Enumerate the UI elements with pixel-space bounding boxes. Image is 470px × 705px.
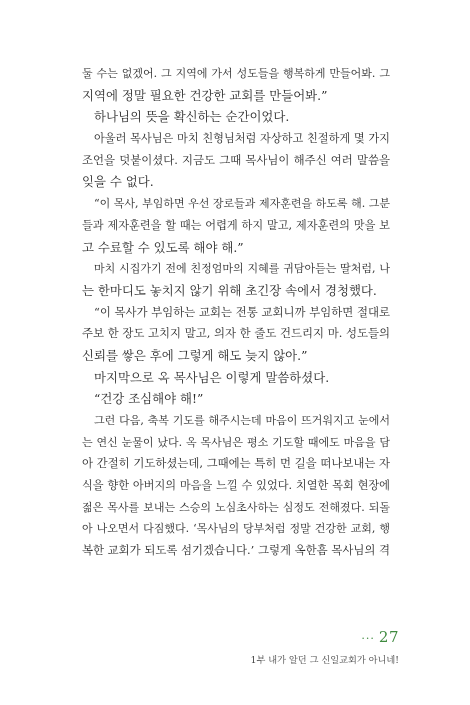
text-line: 지역에 정말 필요한 건강한 교회를 만들어봐.” — [82, 87, 328, 103]
text-line: 둘 수는 없겠어. 그 지역에 가서 성도들을 행복하게 만들어봐. 그 — [82, 67, 390, 80]
text-line: 마지막으로 옥 목사님은 이렇게 말씀하셨다. — [94, 369, 330, 385]
text-line: 아 나오면서 다짐했다. ‘목사님의 당부처럼 정말 건강한 교회, 행 — [82, 522, 390, 536]
page-number-dots: ··· — [361, 632, 375, 645]
text-line: 젊은 목사를 보내는 스승의 노심초사하는 심정도 전해졌다. 되돌 — [82, 500, 390, 514]
text-line: 신뢰를 쌓은 후에 그렇게 해도 늦지 않아.” — [82, 347, 308, 363]
text-line: “이 목사가 부임하는 교회는 전통 교회니까 부임하면 절대로 — [94, 304, 390, 319]
text-line: “건강 조심해야 해!” — [94, 391, 204, 407]
page-number-value: 27 — [378, 628, 399, 646]
text-line: 들과 제자훈련을 할 때는 어렵게 하지 말고, 제자훈련의 맛을 보 — [82, 218, 390, 232]
text-line: 고 수료할 수 있도록 해야 해.” — [82, 239, 244, 255]
running-header: 1부 내가 알던 그 신일교회가 아니네! — [250, 655, 399, 666]
text-line: 복한 교회가 되도록 섬기겠습니다.’ 그렇게 옥한흠 목사님의 격 — [82, 543, 390, 558]
text-line: 하나님의 뜻을 확신하는 순간이었다. — [94, 109, 290, 125]
text-line: 식을 향한 아버지의 마음을 느낄 수 있었다. 치열한 목회 현장에 — [82, 479, 390, 493]
text-line: 조언을 덧붙이셨다. 지금도 그때 목사님이 해주신 여러 말씀을 — [82, 152, 390, 167]
text-line: 아 간절히 기도하셨는데, 그때에는 특히 먼 길을 떠나보내는 자 — [82, 456, 390, 471]
text-line: 그런 다음, 축복 기도를 해주시는데 마음이 뜨거워지고 눈에서 — [94, 414, 390, 427]
text-line: “이 목사, 부임하면 우선 장로들과 제자훈련을 하도록 해. 그분 — [94, 197, 390, 211]
page-footer — [251, 628, 399, 666]
text-line: 주보 한 장도 고치지 말고, 의자 한 줄도 건드리지 마. 성도들의 — [82, 326, 390, 341]
body-text — [82, 63, 390, 562]
page-number — [251, 628, 399, 646]
text-line: 마치 시집가기 전에 친정엄마의 지혜를 귀담아듣는 딸처럼, 나 — [94, 262, 390, 276]
text-line: 아울러 목사님은 마치 친형님처럼 자상하고 친절하게 몇 가지 — [94, 132, 390, 146]
text-line: 잊을 수 없다. — [82, 174, 154, 190]
text-line: 는 한마디도 놓치지 않기 위해 초긴장 속에서 경청했다. — [82, 282, 377, 298]
text-line: 는 연신 눈물이 났다. 옥 목사님은 평소 기도할 때에도 마음을 담 — [82, 435, 390, 449]
